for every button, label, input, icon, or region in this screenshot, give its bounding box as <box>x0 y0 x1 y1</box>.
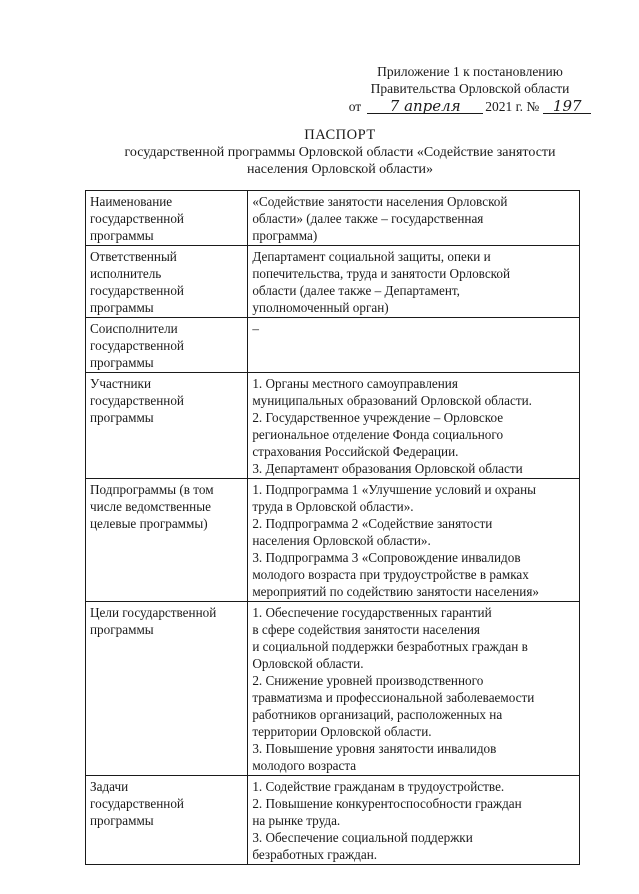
row-label-line: Ответственный <box>90 249 177 264</box>
row-value-line: Орловской области. <box>252 656 364 671</box>
row-value-line: 3. Подпрограмма 3 «Сопровождение инвалидов <box>252 550 521 565</box>
row-value-line: области» (далее также – государственная <box>252 211 484 226</box>
row-label-cell <box>86 246 248 318</box>
row-value-line: на рынке труда. <box>252 813 341 828</box>
row-value-line: территории Орловской области. <box>252 724 432 739</box>
row-label-line: Цели государственной <box>90 605 217 620</box>
appendix-header <box>340 63 600 115</box>
passport-table-body <box>86 191 580 865</box>
appendix-line-1: Приложение 1 к постановлению <box>377 64 563 79</box>
row-value-line: 1. Обеспечение государственных гарантий <box>252 605 492 620</box>
row-value-cell <box>248 373 580 479</box>
row-label-line: целевые программы) <box>90 516 208 531</box>
row-value-line: уполномоченный орган) <box>252 300 389 315</box>
row-value-line: в сфере содействия занятости населения <box>252 622 481 637</box>
row-value-line: 3. Обеспечение социальной поддержки <box>252 830 473 845</box>
row-value-line: 2. Снижение уровней производственного <box>252 673 484 688</box>
row-value-line: области (далее также – Департамент, <box>252 283 460 298</box>
row-value-line: 1. Подпрограмма 1 «Улучшение условий и охраны <box>252 482 537 497</box>
row-label-line: Соисполнители <box>90 321 178 336</box>
table-row <box>86 479 580 602</box>
row-label-cell <box>86 479 248 602</box>
row-value-cell <box>248 246 580 318</box>
row-label-line: государственной <box>90 393 184 408</box>
handwritten-number: 197 <box>543 99 591 114</box>
row-label-cell <box>86 373 248 479</box>
table-row <box>86 318 580 373</box>
table-row <box>86 246 580 318</box>
table-row <box>86 776 580 865</box>
row-value-line: 3. Повышение уровня занятости инвалидов <box>252 741 497 756</box>
row-value-line: 1. Содействие гражданам в трудоустройстве. <box>252 779 505 794</box>
row-value-line: 2. Подпрограмма 2 «Содействие занятости <box>252 516 493 531</box>
row-value-cell <box>248 479 580 602</box>
table-row <box>86 191 580 246</box>
row-label-line: программы <box>90 300 154 315</box>
row-label-line: государственной <box>90 796 184 811</box>
row-value-line: 1. Органы местного самоуправления <box>252 376 458 391</box>
row-value-line: попечительства, труда и занятости Орловской <box>252 266 511 281</box>
passport-table <box>85 190 580 865</box>
row-value-line: молодого возраста при трудоустройстве в рамках <box>252 567 529 582</box>
row-value-line: – <box>252 321 259 336</box>
row-label-line: программы <box>90 410 154 425</box>
row-label-line: Задачи <box>90 779 129 794</box>
row-value-cell <box>248 318 580 373</box>
row-value-line: муниципальных образований Орловской области. <box>252 393 532 408</box>
document-title <box>60 127 620 178</box>
row-label-line: числе ведомственные <box>90 499 211 514</box>
row-label-cell <box>86 191 248 246</box>
handwritten-date: 7 апреля <box>367 99 483 114</box>
row-value-line: мероприятий по содействию занятости населения» <box>252 584 539 599</box>
row-label-line: исполнитель <box>90 266 162 281</box>
row-label-line: Наименование <box>90 194 173 209</box>
row-value-line: 2. Повышение конкурентоспособности граждан <box>252 796 522 811</box>
title-passport: ПАСПОРТ <box>304 127 376 143</box>
row-value-line: населения Орловской области». <box>252 533 431 548</box>
row-value-line: программа) <box>252 228 318 243</box>
appendix-line-2: Правительства Орловской области <box>370 81 570 96</box>
row-value-line: молодого возраста <box>252 758 357 773</box>
row-value-cell <box>248 776 580 865</box>
row-label-line: программы <box>90 228 154 243</box>
row-label-line: государственной <box>90 283 184 298</box>
date-prefix: от <box>348 99 362 114</box>
row-value-line: 3. Департамент образования Орловской области <box>252 461 523 476</box>
row-value-cell <box>248 191 580 246</box>
row-value-cell <box>248 602 580 776</box>
row-label-cell <box>86 602 248 776</box>
row-value-line: работников организаций, расположенных на <box>252 707 503 722</box>
row-label-line: Участники <box>90 376 152 391</box>
row-label-line: программы <box>90 355 154 370</box>
table-row <box>86 602 580 776</box>
row-value-line: региональное отделение Фонда социального <box>252 427 504 442</box>
row-label-cell <box>86 776 248 865</box>
row-label-line: государственной <box>90 211 184 226</box>
year-number-label: 2021 г. № <box>485 99 540 114</box>
row-label-line: программы <box>90 813 154 828</box>
row-value-line: «Содействие занятости населения Орловской <box>252 194 508 209</box>
title-program-line-1: государственной программы Орловской области «Содействие занятости <box>124 145 556 160</box>
row-value-line: труда в Орловской области». <box>252 499 414 514</box>
row-label-cell <box>86 318 248 373</box>
row-label-line: Подпрограммы (в том <box>90 482 214 497</box>
row-value-line: травматизма и профессиональной заболеваемости <box>252 690 535 705</box>
decree-date-line <box>340 98 600 115</box>
row-value-line: Департамент социальной защиты, опеки и <box>252 249 491 264</box>
row-value-line: безработных граждан. <box>252 847 378 862</box>
row-value-line: страхования Российской Федерации. <box>252 444 459 459</box>
row-value-line: 2. Государственное учреждение – Орловское <box>252 410 504 425</box>
row-label-line: государственной <box>90 338 184 353</box>
row-label-line: программы <box>90 622 154 637</box>
title-program-line-2: населения Орловской области» <box>247 162 433 177</box>
row-value-line: и социальной поддержки безработных граждан в <box>252 639 528 654</box>
table-row <box>86 373 580 479</box>
